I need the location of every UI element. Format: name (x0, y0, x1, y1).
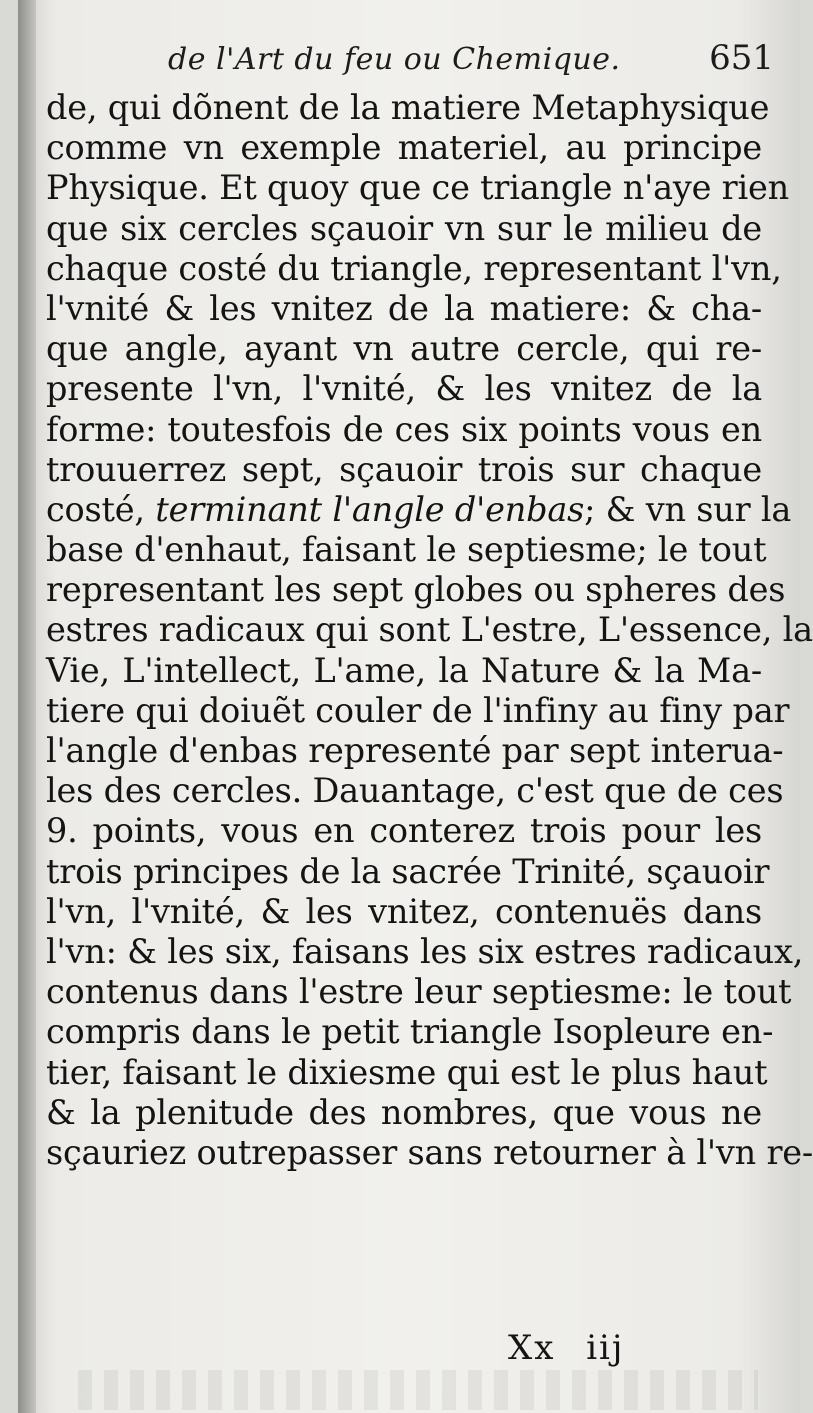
body-text (46, 88, 813, 1173)
text-line: trouuerrez sept, sçauoir trois sur chaque (46, 449, 762, 489)
page-header (148, 30, 780, 90)
text-line: que six cercles sçauoir vn sur le milieu de (46, 208, 762, 248)
text-line: que angle, ayant vn autre cercle, qui re- (46, 329, 762, 369)
text-line: tier, faisant le dixiesme qui est le plus haut (46, 1052, 768, 1092)
text-line: chaque costé du triangle, representant l'vn, (46, 248, 782, 288)
text-line: presente l'vn, l'vnité, & les vnitez de la (46, 369, 762, 409)
running-head: de l'Art du feu ou Chemique. (168, 42, 621, 77)
show-through-texture (78, 1370, 758, 1410)
text-line: tiere qui doiuẽt couler de l'infiny au finy par (46, 690, 790, 730)
signature-mark: Xx iij (508, 1328, 625, 1368)
text-line: les des cercles. Dauantage, c'est que de ces (46, 771, 784, 811)
text-line: base d'enhaut, faisant le septiesme; le tout (46, 530, 767, 570)
text-line: representant les sept globes ou spheres des (46, 570, 786, 610)
page-gutter-shadow (18, 0, 36, 1413)
book-page (18, 0, 813, 1413)
page-number: 651 (709, 38, 774, 78)
text-line: trois principes de la sacrée Trinité, sçauoir (46, 851, 770, 891)
text-line: de, qui dõnent de la matiere Metaphysique (46, 88, 770, 127)
text-line: comme vn exemple materiel, au principe (46, 128, 762, 168)
text-line: Vie, L'intellect, L'ame, la Nature & la Ma- (46, 650, 762, 690)
text-line: compris dans le petit triangle Isopleure en- (46, 1012, 774, 1052)
text-line: costé, terminant l'angle d'enbas; & vn sur la (46, 489, 792, 529)
text-line: contenus dans l'estre leur septiesme: le tout (46, 972, 792, 1012)
text-line: forme: toutesfois de ces six points vous en (46, 409, 762, 449)
text-line: estres radicaux qui sont L'estre, L'essence, la (46, 610, 813, 650)
text-line: & la plenitude des nombres, que vous ne (46, 1092, 762, 1132)
text-line: l'vn: & les six, faisans les six estres radicaux, (46, 931, 804, 971)
text-line: 9. points, vous en conterez trois pour les (46, 811, 762, 851)
text-line: l'vnité & les vnitez de la matiere: & cha- (46, 288, 762, 328)
text-line: l'angle d'enbas representé par sept interua- (46, 731, 784, 770)
text-line: Physique. Et quoy que ce triangle n'aye rien (46, 168, 790, 208)
italic-phrase: terminant l'angle d'enbas (155, 489, 585, 529)
text-line: sçauriez outrepasser sans retourner à l'vn re- (46, 1132, 813, 1172)
text-line: l'vn, l'vnité, & les vnitez, contenuës dans (46, 891, 762, 931)
